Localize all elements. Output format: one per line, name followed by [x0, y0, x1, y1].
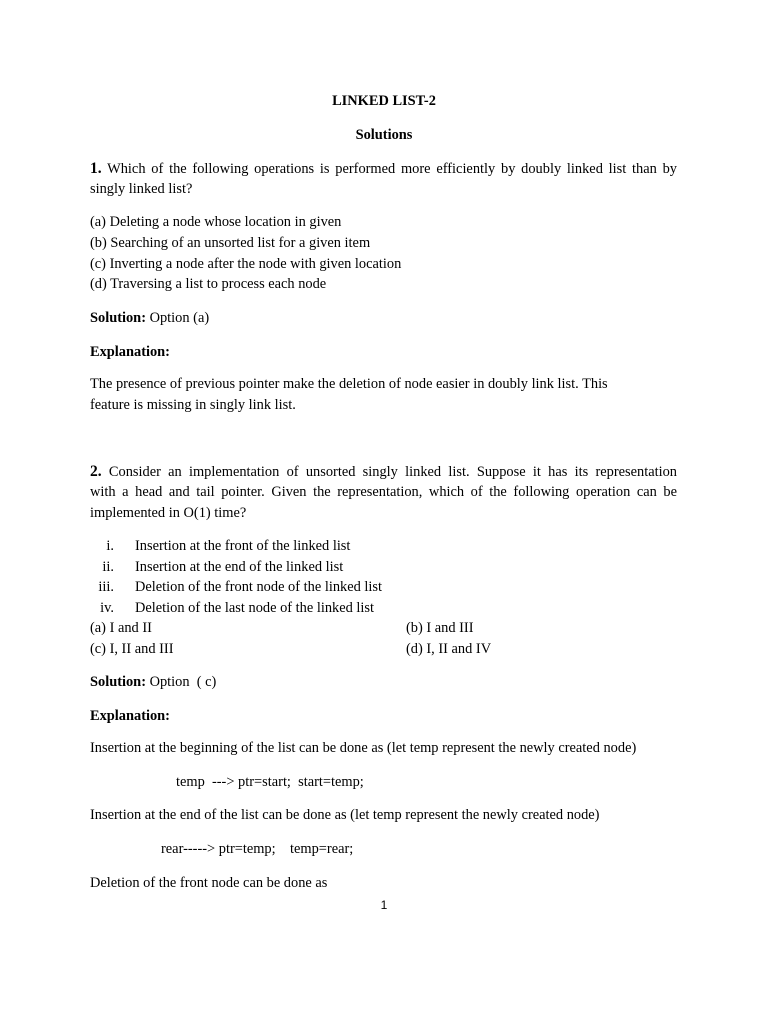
q2-line1	[90, 464, 677, 480]
document-title: LINKED LIST-2	[332, 93, 436, 109]
q1-explanation-label: Explanation:	[90, 344, 170, 360]
q2-explanation-para3: Deletion of the front node can be done as	[90, 875, 328, 891]
q2-item-3-number: iii.	[98, 579, 114, 595]
q2-text-line1: Consider an implementation of unsorted singly linked list. Suppose it has its representation	[108, 464, 677, 480]
q1-solution-label: Solution:	[90, 310, 146, 326]
q2-item-1-text: Insertion at the front of the linked list	[135, 538, 351, 554]
q1-line1	[90, 161, 677, 177]
document-subtitle: Solutions	[355, 127, 413, 143]
q1-number: 1.	[90, 160, 102, 177]
q1-option-c: (c) Inverting a node after the node with given location	[90, 256, 402, 272]
q1-option-a: (a) Deleting a node whose location in given	[90, 214, 342, 230]
q2-code-line2: rear-----> ptr=temp; temp=rear;	[161, 841, 354, 857]
q1-text-line1: Which of the following operations is performed more efficiently by doubly linked list than by	[107, 161, 677, 177]
q2-item-1-number: i.	[106, 538, 114, 554]
q1-option-b: (b) Searching of an unsorted list for a given item	[90, 235, 371, 251]
q2-choice-a: (a) I and II	[90, 620, 152, 636]
q2-code-line1: temp ---> ptr=start; start=temp;	[176, 774, 364, 790]
q2-item-4-number: iv.	[100, 600, 114, 616]
q2-solution	[90, 675, 216, 689]
q2-line3: implemented in O(1) time?	[90, 505, 247, 521]
q1-explanation-line1: The presence of previous pointer make the deletion of node easier in doubly link list. This	[90, 376, 608, 392]
q2-item-4-text: Deletion of the last node of the linked list	[135, 600, 374, 616]
q1-option-d: (d) Traversing a list to process each node	[90, 276, 327, 292]
q2-choice-b: (b) I and III	[406, 620, 474, 636]
q2-solution-value: Option ( c)	[149, 674, 217, 690]
q2-item-3-text: Deletion of the front node of the linked list	[135, 579, 382, 595]
q2-choice-c: (c) I, II and III	[90, 641, 174, 657]
q2-choice-d: (d) I, II and IV	[406, 641, 492, 657]
q2-explanation-label: Explanation:	[90, 708, 170, 724]
q1-explanation-line2: feature is missing in singly link list.	[90, 397, 296, 413]
q2-item-2-number: ii.	[102, 559, 114, 575]
q2-solution-label: Solution:	[90, 674, 146, 690]
q2-number: 2.	[90, 463, 102, 480]
q2-explanation-para1: Insertion at the beginning of the list can be done as (let temp represent the newly created node)	[90, 740, 637, 756]
q1-solution-value: Option (a)	[149, 310, 210, 326]
q1-line2: singly linked list?	[90, 181, 193, 197]
q2-line2: with a head and tail pointer. Given the representation, which of the following operation can be	[90, 484, 677, 500]
page-number: 1	[380, 898, 388, 912]
q2-explanation-para2: Insertion at the end of the list can be done as (let temp represent the newly created node)	[90, 807, 600, 823]
q2-item-2-text: Insertion at the end of the linked list	[135, 559, 344, 575]
q1-solution	[90, 311, 209, 325]
